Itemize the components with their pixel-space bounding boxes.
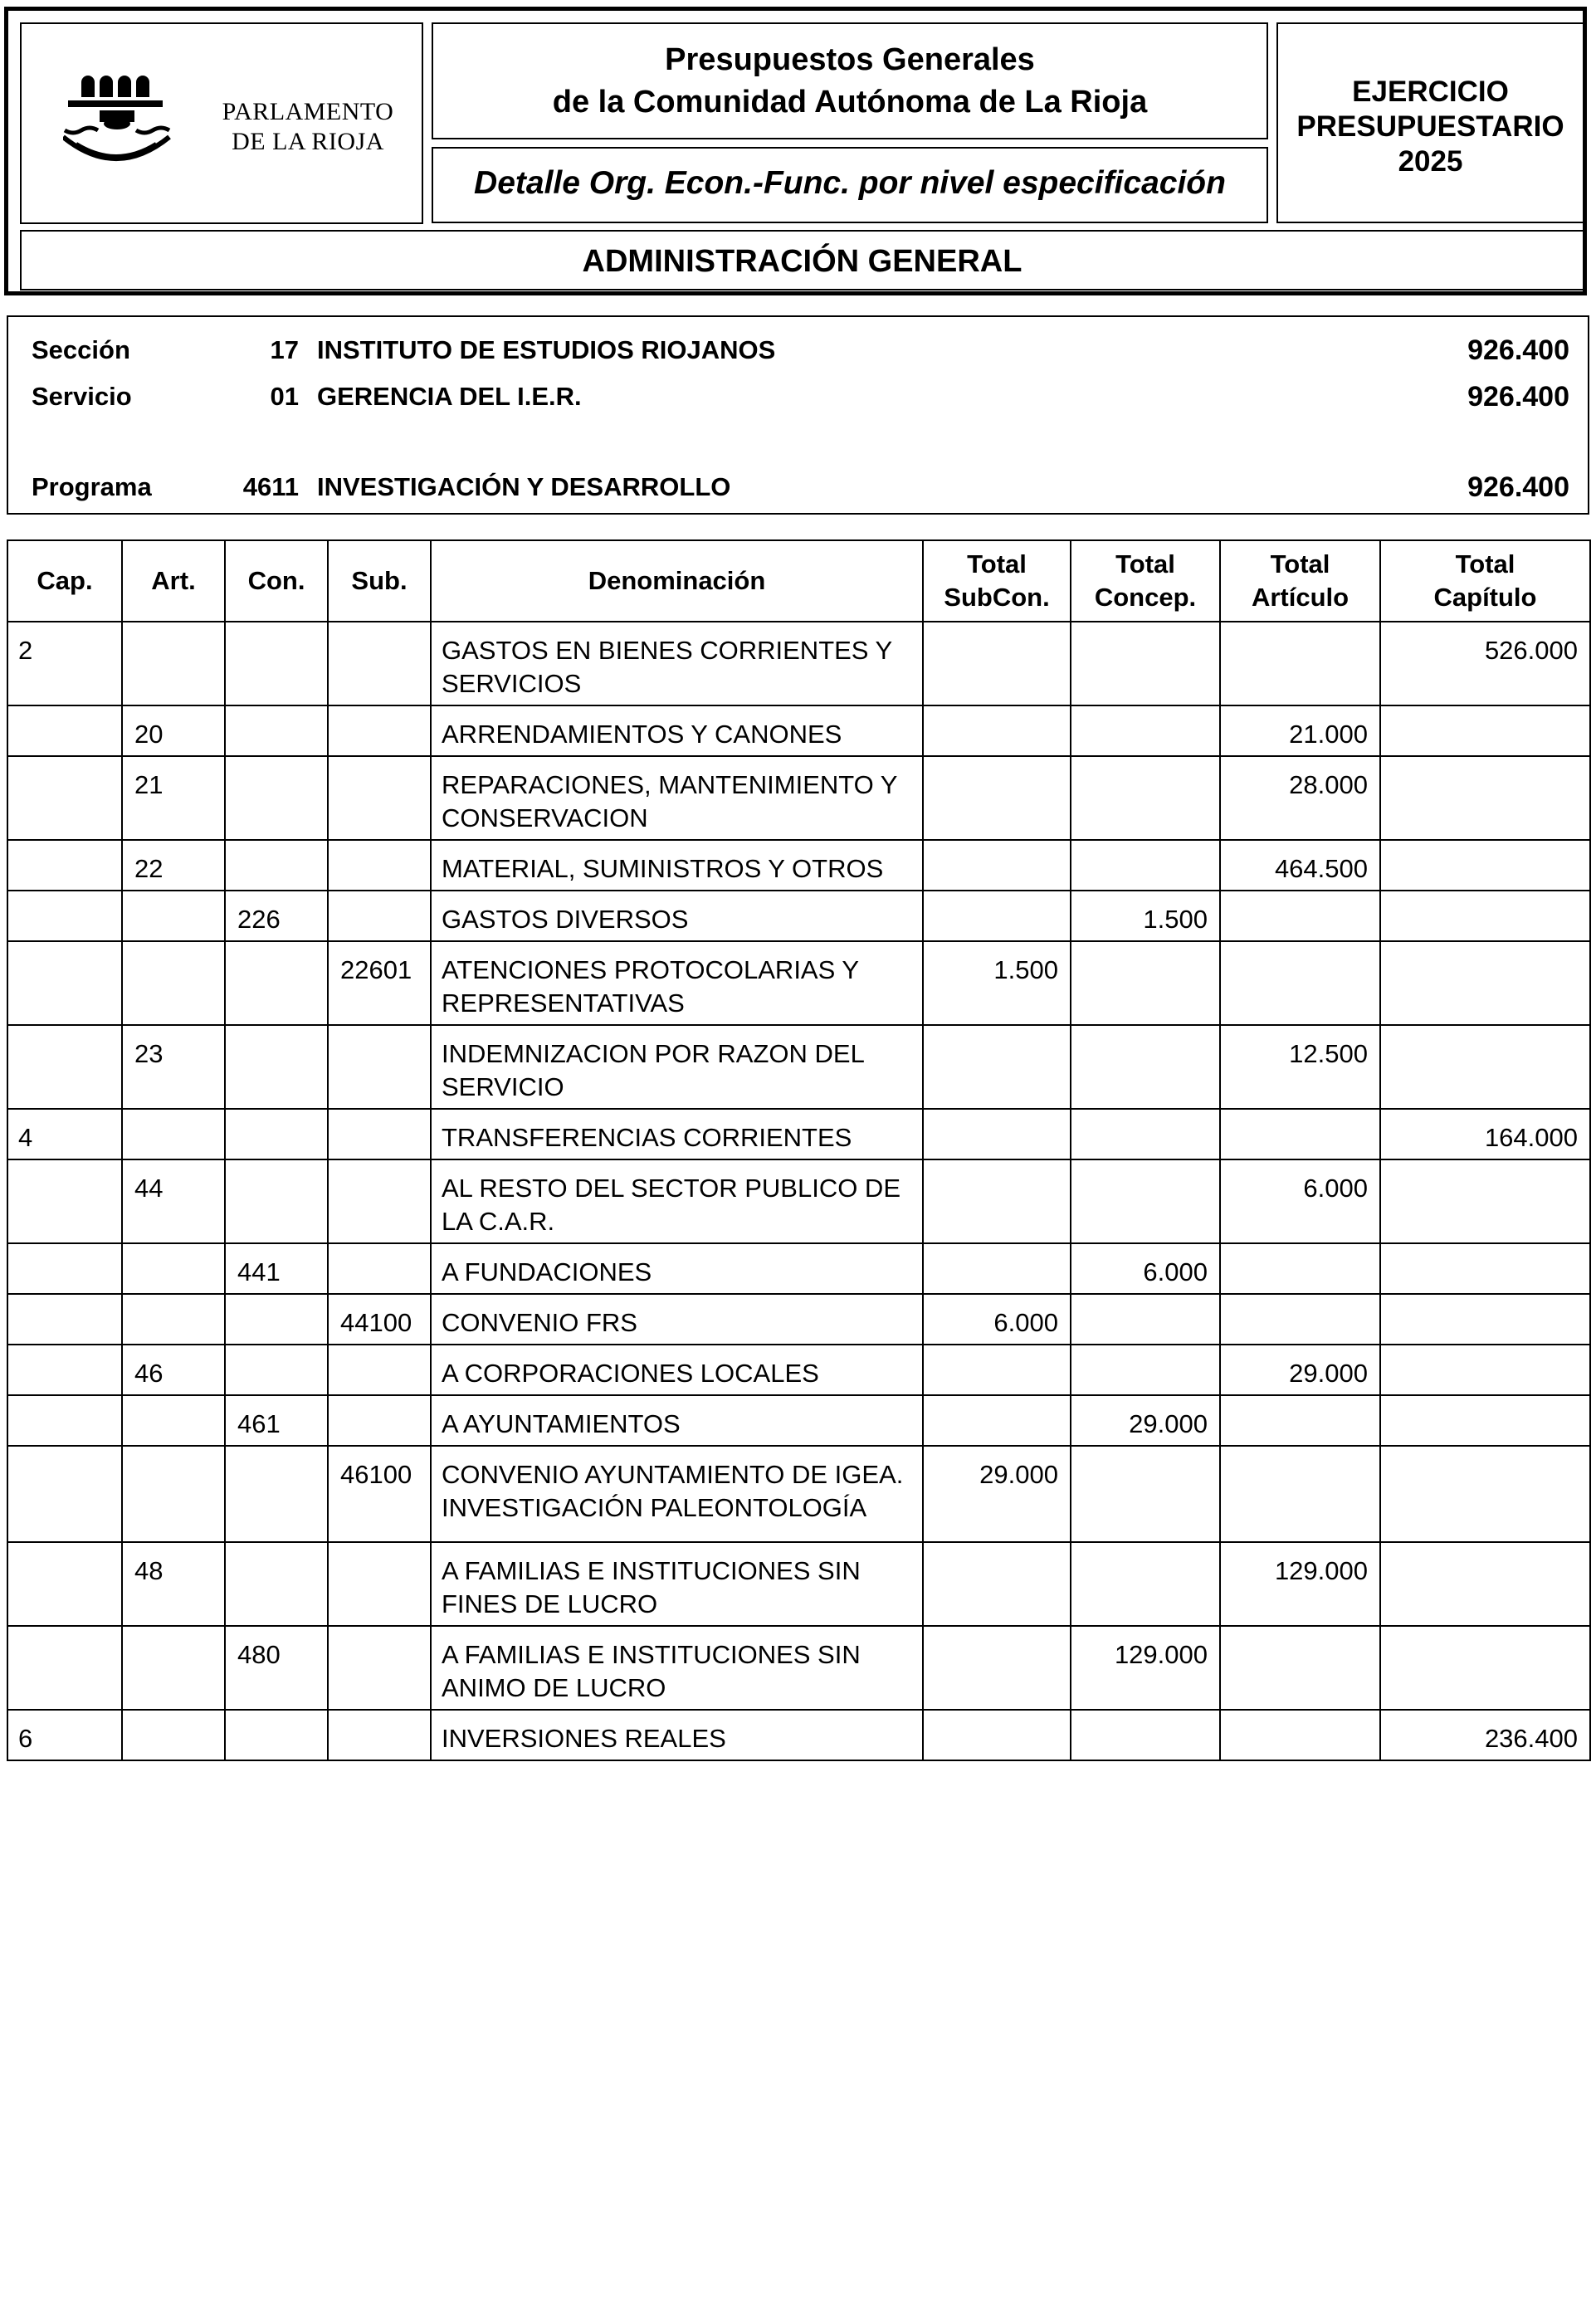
programa-row	[8, 471, 1588, 504]
budget-table	[7, 539, 1591, 1761]
cell-total-articulo: 129.000	[1220, 1542, 1380, 1626]
programa-code: 4611	[242, 472, 299, 501]
cell-total-subcon	[923, 1243, 1071, 1294]
cell-total-capitulo: 236.400	[1380, 1710, 1590, 1760]
programa-label: Programa	[32, 472, 152, 501]
cell-denominacion: REPARACIONES, MANTENIMIENTO Y CONSERVACION	[431, 756, 923, 840]
cell-total-articulo: 6.000	[1220, 1159, 1380, 1243]
cell-total-capitulo	[1380, 1446, 1590, 1542]
cell-con	[225, 1025, 328, 1109]
table-row	[7, 1159, 1590, 1243]
cell-cap: 2	[7, 622, 122, 705]
table-row	[7, 1395, 1590, 1446]
cell-cap	[7, 705, 122, 756]
cell-total-subcon	[923, 1710, 1071, 1760]
cell-con: 480	[225, 1626, 328, 1710]
cell-total-capitulo	[1380, 941, 1590, 1025]
logo-box	[20, 22, 423, 224]
logo-line-2: DE LA RIOJA	[232, 128, 384, 155]
header-denominacion: Denominación	[431, 540, 923, 622]
cell-total-concep	[1071, 1345, 1220, 1395]
header-total-concep-2: Concep.	[1094, 583, 1197, 612]
table-row	[7, 1345, 1590, 1395]
header-total-articulo-1: Total	[1270, 549, 1330, 578]
cell-con	[225, 1710, 328, 1760]
cell-total-capitulo	[1380, 1243, 1590, 1294]
cell-total-articulo: 28.000	[1220, 756, 1380, 840]
cell-total-concep	[1071, 941, 1220, 1025]
table-row	[7, 1710, 1590, 1760]
cell-total-capitulo	[1380, 756, 1590, 840]
cell-art	[122, 1395, 225, 1446]
cell-cap	[7, 1025, 122, 1109]
cell-art	[122, 1446, 225, 1542]
seccion-amount: 926.400	[1467, 334, 1569, 366]
header-total-capitulo-1: Total	[1455, 549, 1515, 578]
header-total-concep-1: Total	[1115, 549, 1175, 578]
servicio-amount: 926.400	[1467, 381, 1569, 412]
cell-art	[122, 1294, 225, 1345]
cell-art	[122, 1109, 225, 1159]
cell-denominacion: A FUNDACIONES	[431, 1243, 923, 1294]
cell-art: 22	[122, 840, 225, 891]
cell-denominacion: TRANSFERENCIAS CORRIENTES	[431, 1109, 923, 1159]
cell-cap	[7, 891, 122, 941]
cell-total-capitulo	[1380, 1395, 1590, 1446]
subtitle: Detalle Org. Econ.-Func. por nivel especificación	[474, 165, 1226, 201]
seccion-label: Sección	[32, 335, 130, 364]
cell-cap: 6	[7, 1710, 122, 1760]
cell-total-subcon: 6.000	[923, 1294, 1071, 1345]
cell-cap	[7, 1446, 122, 1542]
servicio-label: Servicio	[32, 382, 132, 411]
cell-total-concep	[1071, 1025, 1220, 1109]
cell-total-articulo	[1220, 1446, 1380, 1542]
crest-graphic	[63, 64, 188, 172]
header-con: Con.	[225, 540, 328, 622]
cell-art: 46	[122, 1345, 225, 1395]
cell-total-articulo	[1220, 1243, 1380, 1294]
cell-sub: 44100	[328, 1294, 431, 1345]
cell-con	[225, 1159, 328, 1243]
cell-denominacion: CONVENIO AYUNTAMIENTO DE IGEA. INVESTIGACIÓN PALEONTOLOGÍA	[431, 1446, 923, 1542]
cell-total-capitulo	[1380, 705, 1590, 756]
seccion-row	[8, 334, 1588, 367]
table-row	[7, 1025, 1590, 1109]
cell-denominacion: GASTOS DIVERSOS	[431, 891, 923, 941]
cell-sub	[328, 1626, 431, 1710]
cell-total-concep: 129.000	[1071, 1626, 1220, 1710]
admin-title: ADMINISTRACIÓN GENERAL	[582, 244, 1023, 279]
cell-sub	[328, 1542, 431, 1626]
cell-total-articulo	[1220, 1294, 1380, 1345]
cell-total-articulo	[1220, 891, 1380, 941]
cell-total-concep	[1071, 1542, 1220, 1626]
table-row	[7, 840, 1590, 891]
cell-art	[122, 622, 225, 705]
cell-con	[225, 1542, 328, 1626]
cell-total-subcon	[923, 1395, 1071, 1446]
admin-box	[20, 230, 1584, 290]
cell-total-concep	[1071, 756, 1220, 840]
cell-art	[122, 891, 225, 941]
cell-cap	[7, 1542, 122, 1626]
header-art: Art.	[122, 540, 225, 622]
cell-cap	[7, 1294, 122, 1345]
cell-denominacion: INVERSIONES REALES	[431, 1710, 923, 1760]
cell-art: 48	[122, 1542, 225, 1626]
header-sub: Sub.	[328, 540, 431, 622]
cell-total-capitulo	[1380, 1542, 1590, 1626]
header-total-concep	[1071, 540, 1220, 622]
logo-text	[217, 97, 399, 157]
cell-sub	[328, 622, 431, 705]
cell-total-subcon: 29.000	[923, 1446, 1071, 1542]
header-total-subcon	[923, 540, 1071, 622]
header-total-capitulo-2: Capítulo	[1433, 583, 1537, 612]
cell-total-articulo	[1220, 1626, 1380, 1710]
cell-con	[225, 840, 328, 891]
cell-total-concep	[1071, 1109, 1220, 1159]
ejercicio-year: 2025	[1398, 145, 1463, 178]
cell-total-articulo	[1220, 941, 1380, 1025]
cell-con	[225, 756, 328, 840]
cell-sub	[328, 1159, 431, 1243]
cell-total-concep: 1.500	[1071, 891, 1220, 941]
cell-total-subcon	[923, 1345, 1071, 1395]
table-row	[7, 1626, 1590, 1710]
cell-total-subcon	[923, 1109, 1071, 1159]
cell-total-capitulo	[1380, 1025, 1590, 1109]
table-row	[7, 1109, 1590, 1159]
cell-sub	[328, 1710, 431, 1760]
cell-con	[225, 941, 328, 1025]
servicio-code: 01	[270, 382, 299, 411]
parlamento-crest-icon	[63, 64, 395, 188]
cell-denominacion: GASTOS EN BIENES CORRIENTES Y SERVICIOS	[431, 622, 923, 705]
cell-sub	[328, 1243, 431, 1294]
cell-con	[225, 1345, 328, 1395]
table-row	[7, 1446, 1590, 1542]
header-total-subcon-2: SubCon.	[944, 583, 1050, 612]
cell-con: 441	[225, 1243, 328, 1294]
servicio-name: GERENCIA DEL I.E.R.	[317, 382, 582, 411]
ejercicio-line-1: EJERCICIO	[1352, 76, 1509, 108]
cell-total-concep: 29.000	[1071, 1395, 1220, 1446]
cell-total-capitulo	[1380, 891, 1590, 941]
cell-total-concep	[1071, 705, 1220, 756]
table-row	[7, 756, 1590, 840]
cell-total-concep	[1071, 622, 1220, 705]
table-row	[7, 1243, 1590, 1294]
cell-total-concep	[1071, 1294, 1220, 1345]
cell-con: 226	[225, 891, 328, 941]
cell-total-capitulo	[1380, 1626, 1590, 1710]
cell-denominacion: ARRENDAMIENTOS Y CANONES	[431, 705, 923, 756]
table-row	[7, 1542, 1590, 1626]
table-row	[7, 705, 1590, 756]
cell-cap	[7, 1345, 122, 1395]
subtitle-box	[432, 147, 1268, 223]
cell-con	[225, 622, 328, 705]
cell-denominacion: MATERIAL, SUMINISTROS Y OTROS	[431, 840, 923, 891]
table-body	[7, 622, 1590, 1760]
cell-total-capitulo	[1380, 1159, 1590, 1243]
cell-con	[225, 1109, 328, 1159]
cell-total-capitulo	[1380, 1294, 1590, 1345]
cell-denominacion: A FAMILIAS E INSTITUCIONES SIN FINES DE LUCRO	[431, 1542, 923, 1626]
cell-total-subcon	[923, 756, 1071, 840]
cell-sub	[328, 1395, 431, 1446]
cell-denominacion: AL RESTO DEL SECTOR PUBLICO DE LA C.A.R.	[431, 1159, 923, 1243]
cell-cap	[7, 1159, 122, 1243]
cell-sub	[328, 756, 431, 840]
document-header	[4, 7, 1587, 295]
cell-cap	[7, 756, 122, 840]
cell-con	[225, 1446, 328, 1542]
cell-total-subcon	[923, 840, 1071, 891]
cell-sub: 46100	[328, 1446, 431, 1542]
table-row	[7, 941, 1590, 1025]
cell-art	[122, 1243, 225, 1294]
cell-sub	[328, 891, 431, 941]
header-total-articulo	[1220, 540, 1380, 622]
cell-cap	[7, 941, 122, 1025]
logo-line-1: PARLAMENTO	[222, 98, 394, 125]
cell-cap	[7, 1626, 122, 1710]
cell-total-concep	[1071, 1710, 1220, 1760]
cell-art	[122, 1626, 225, 1710]
cell-cap	[7, 840, 122, 891]
cell-denominacion: A CORPORACIONES LOCALES	[431, 1345, 923, 1395]
cell-sub	[328, 705, 431, 756]
cell-total-subcon	[923, 1025, 1071, 1109]
cell-sub	[328, 1345, 431, 1395]
table-header-row	[7, 540, 1590, 622]
cell-total-capitulo	[1380, 1345, 1590, 1395]
cell-con: 461	[225, 1395, 328, 1446]
cell-total-articulo: 21.000	[1220, 705, 1380, 756]
cell-total-articulo: 464.500	[1220, 840, 1380, 891]
cell-total-articulo	[1220, 622, 1380, 705]
cell-art	[122, 1710, 225, 1760]
cell-cap	[7, 1395, 122, 1446]
cell-denominacion: A FAMILIAS E INSTITUCIONES SIN ANIMO DE LUCRO	[431, 1626, 923, 1710]
cell-total-capitulo: 164.000	[1380, 1109, 1590, 1159]
table-row	[7, 622, 1590, 705]
title-line-1: Presupuestos Generales	[665, 42, 1035, 77]
ejercicio-box	[1276, 22, 1584, 223]
cell-art	[122, 941, 225, 1025]
cell-total-articulo	[1220, 1710, 1380, 1760]
cell-total-capitulo	[1380, 840, 1590, 891]
header-cap: Cap.	[7, 540, 122, 622]
cell-total-concep	[1071, 1159, 1220, 1243]
cell-con	[225, 1294, 328, 1345]
section-info	[7, 315, 1589, 515]
cell-total-articulo	[1220, 1109, 1380, 1159]
cell-total-subcon	[923, 1626, 1071, 1710]
cell-sub	[328, 1025, 431, 1109]
cell-total-concep	[1071, 840, 1220, 891]
cell-total-concep: 6.000	[1071, 1243, 1220, 1294]
table-row	[7, 1294, 1590, 1345]
header-total-capitulo	[1380, 540, 1590, 622]
cell-art: 44	[122, 1159, 225, 1243]
seccion-code: 17	[270, 335, 299, 364]
cell-con	[225, 705, 328, 756]
header-total-subcon-1: Total	[967, 549, 1027, 578]
title-box	[432, 22, 1268, 139]
cell-total-articulo: 12.500	[1220, 1025, 1380, 1109]
cell-total-subcon	[923, 1159, 1071, 1243]
cell-total-subcon	[923, 622, 1071, 705]
seccion-name: INSTITUTO DE ESTUDIOS RIOJANOS	[317, 335, 776, 364]
cell-total-concep	[1071, 1446, 1220, 1542]
cell-sub	[328, 840, 431, 891]
cell-denominacion: INDEMNIZACION POR RAZON DEL SERVICIO	[431, 1025, 923, 1109]
cell-total-subcon	[923, 891, 1071, 941]
cell-denominacion: CONVENIO FRS	[431, 1294, 923, 1345]
cell-total-articulo	[1220, 1395, 1380, 1446]
cell-sub	[328, 1109, 431, 1159]
programa-name: INVESTIGACIÓN Y DESARROLLO	[317, 472, 731, 501]
cell-sub: 22601	[328, 941, 431, 1025]
cell-total-capitulo: 526.000	[1380, 622, 1590, 705]
cell-total-articulo: 29.000	[1220, 1345, 1380, 1395]
servicio-row	[8, 380, 1588, 413]
cell-denominacion: A AYUNTAMIENTOS	[431, 1395, 923, 1446]
cell-denominacion: ATENCIONES PROTOCOLARIAS Y REPRESENTATIVAS	[431, 941, 923, 1025]
header-total-articulo-2: Artículo	[1251, 583, 1350, 612]
cell-art: 23	[122, 1025, 225, 1109]
cell-total-subcon	[923, 1542, 1071, 1626]
cell-total-subcon: 1.500	[923, 941, 1071, 1025]
cell-total-subcon	[923, 705, 1071, 756]
ejercicio-line-2: PRESUPUESTARIO	[1296, 110, 1564, 143]
table-row	[7, 891, 1590, 941]
programa-amount: 926.400	[1467, 471, 1569, 503]
title-line-2: de la Comunidad Autónoma de La Rioja	[552, 85, 1148, 120]
cell-art: 20	[122, 705, 225, 756]
cell-art: 21	[122, 756, 225, 840]
cell-cap	[7, 1243, 122, 1294]
cell-cap: 4	[7, 1109, 122, 1159]
